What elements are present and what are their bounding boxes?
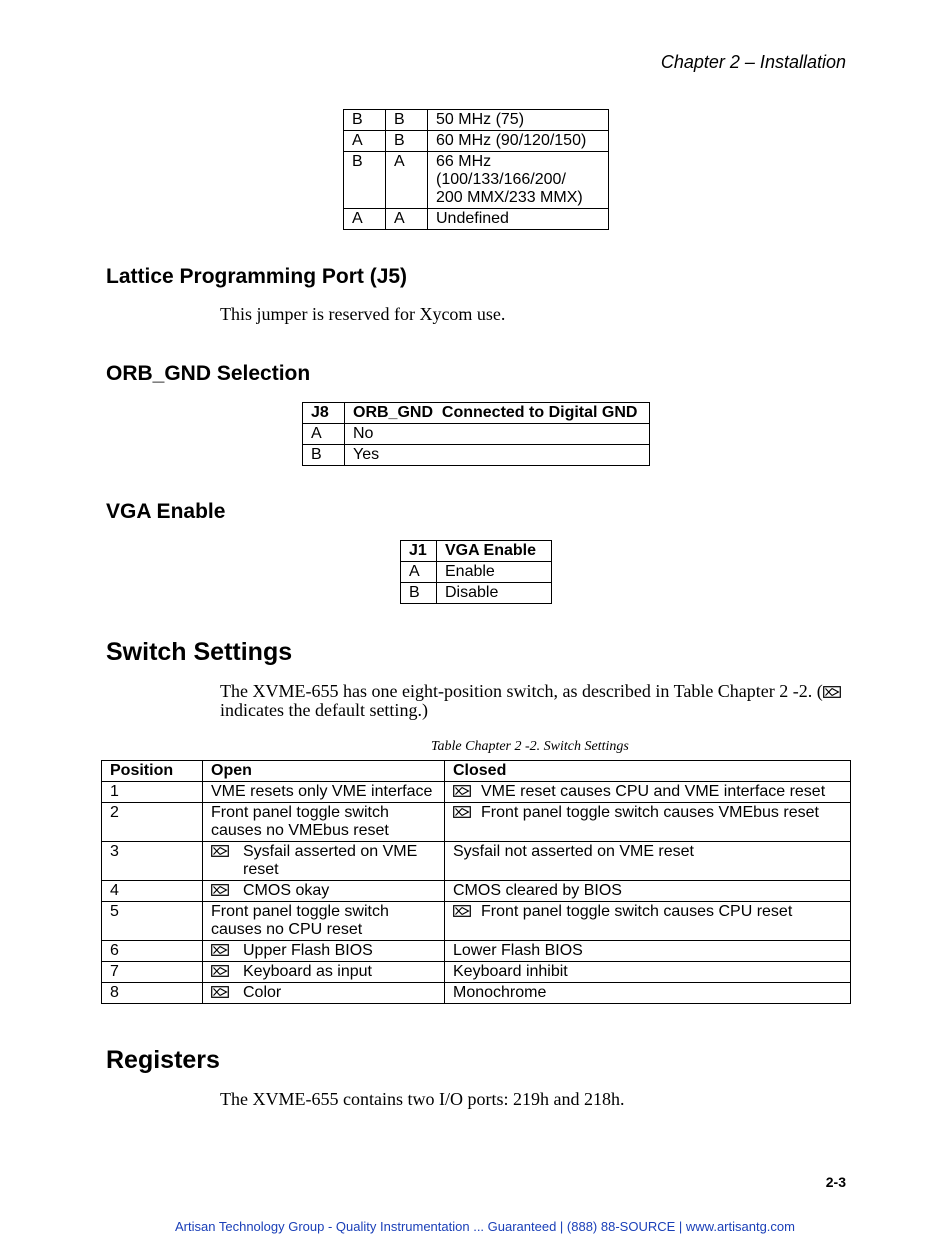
switch-intro-text: [220, 682, 860, 720]
closed-cell: [445, 983, 851, 1004]
open-cell: [203, 782, 445, 803]
table-cell: 66 MHz (100/133/166/200/ 200 MMX/233 MMX): [428, 152, 609, 209]
open-text: Upper Flash BIOS: [243, 942, 373, 959]
default-setting-icon: [823, 686, 841, 698]
open-cell: [203, 803, 445, 842]
closed-cell: [445, 842, 851, 881]
open-cell: [203, 962, 445, 983]
chapter-header: Chapter 2 – Installation: [660, 52, 846, 72]
closed-cell: [445, 881, 851, 902]
column-header: Closed: [445, 761, 851, 782]
table-cell: B: [386, 110, 428, 131]
closed-cell: [445, 941, 851, 962]
table-header-row: [102, 761, 851, 782]
table-cell: Yes: [345, 445, 650, 466]
table-row: [344, 131, 609, 152]
position-cell: 3: [102, 842, 203, 881]
table-cell: B: [386, 131, 428, 152]
table-cell: 60 MHz (90/120/150): [428, 131, 609, 152]
column-header: Open: [203, 761, 445, 782]
table-row: [344, 209, 609, 230]
footer-text: Artisan Technology Group - Quality Instrumentation ... Guaranteed | (888) 88-SOURCE | www.artisantg.com: [175, 1219, 795, 1234]
table-row: [102, 941, 851, 962]
open-cell: [203, 881, 445, 902]
table-header-row: [303, 403, 650, 424]
section-title-orb-gnd: ORB_GND Selection: [106, 362, 311, 385]
closed-text: Monochrome: [453, 984, 547, 1001]
lattice-text: This jumper is reserved for Xycom use.: [220, 304, 506, 324]
table-cell: A: [401, 562, 437, 583]
closed-cell: [445, 962, 851, 983]
table-row: [102, 803, 851, 842]
table-row: [102, 782, 851, 803]
column-header: Position: [102, 761, 203, 782]
table-cell: A: [303, 424, 345, 445]
table-cell: 50 MHz (75): [428, 110, 609, 131]
table-row: [102, 962, 851, 983]
table-cell: Disable: [437, 583, 552, 604]
position-cell: 6: [102, 941, 203, 962]
table-row: [344, 110, 609, 131]
table-cell: A: [344, 209, 386, 230]
closed-text: Sysfail not asserted on VME reset: [453, 843, 694, 860]
closed-text: Front panel toggle switch causes CPU reset: [481, 903, 793, 920]
table-row: [344, 152, 609, 209]
column-header: J8: [303, 403, 345, 424]
registers-text: The XVME-655 contains two I/O ports: 219h and 218h.: [220, 1089, 625, 1109]
open-text: Front panel toggle switch causes no CPU reset: [211, 903, 389, 938]
speed-table: [343, 109, 609, 230]
open-text: VME resets only VME interface: [211, 783, 433, 800]
closed-text: Front panel toggle switch causes VMEbus reset: [481, 804, 819, 821]
table-row: [102, 881, 851, 902]
default-setting-icon: [453, 905, 471, 917]
closed-cell: [445, 803, 851, 842]
vga-enable-table: [400, 540, 552, 604]
table-row: [401, 583, 552, 604]
table-cell: Undefined: [428, 209, 609, 230]
open-text: Front panel toggle switch causes no VMEbus reset: [211, 804, 389, 839]
table-cell: B: [303, 445, 345, 466]
section-title-registers: Registers: [106, 1046, 220, 1074]
default-setting-icon: [453, 806, 471, 818]
default-setting-icon: [211, 986, 229, 998]
switch-table-caption: Table Chapter 2 -2. Switch Settings: [431, 739, 629, 754]
open-text: Sysfail asserted on VME reset: [243, 843, 418, 878]
section-title-lattice: Lattice Programming Port (J5): [106, 265, 408, 288]
position-cell: 4: [102, 881, 203, 902]
open-text: Color: [243, 984, 282, 1001]
table-row: [303, 445, 650, 466]
table-cell: A: [344, 131, 386, 152]
open-text: CMOS okay: [243, 882, 330, 899]
default-setting-icon: [211, 944, 229, 956]
position-cell: 1: [102, 782, 203, 803]
closed-text: VME reset causes CPU and VME interface reset: [481, 783, 826, 800]
default-setting-icon: [211, 884, 229, 896]
closed-cell: [445, 902, 851, 941]
closed-cell: [445, 782, 851, 803]
switch-intro-text-b: indicates the default setting.): [220, 700, 428, 720]
page-number: 2-3: [825, 1174, 846, 1190]
table-row: [102, 842, 851, 881]
open-cell: [203, 902, 445, 941]
table-row: [401, 562, 552, 583]
table-row: [102, 902, 851, 941]
open-text: Keyboard as input: [243, 963, 372, 980]
table-cell: B: [344, 110, 386, 131]
closed-text: Lower Flash BIOS: [453, 942, 583, 959]
position-cell: 7: [102, 962, 203, 983]
table-cell: A: [386, 209, 428, 230]
table-row: [303, 424, 650, 445]
closed-text: Keyboard inhibit: [453, 963, 568, 980]
open-cell: [203, 941, 445, 962]
orb-gnd-table: [302, 402, 650, 466]
table-cell: No: [345, 424, 650, 445]
table-cell: B: [401, 583, 437, 604]
table-cell: B: [344, 152, 386, 209]
open-cell: [203, 842, 445, 881]
default-setting-icon: [211, 845, 229, 857]
switch-intro-text-a: The XVME-655 has one eight-position switch, as described in Table Chapter 2 -2. (: [220, 681, 823, 701]
open-cell: [203, 983, 445, 1004]
table-row: [102, 983, 851, 1004]
position-cell: 8: [102, 983, 203, 1004]
position-cell: 2: [102, 803, 203, 842]
table-cell: Enable: [437, 562, 552, 583]
section-title-switch-settings: Switch Settings: [106, 638, 293, 666]
position-cell: 5: [102, 902, 203, 941]
default-setting-icon: [453, 785, 471, 797]
closed-text: CMOS cleared by BIOS: [453, 882, 622, 899]
column-header: ORB_GND Connected to Digital GND: [345, 403, 650, 424]
column-header: VGA Enable: [437, 541, 552, 562]
default-setting-icon: [211, 965, 229, 977]
column-header: J1: [401, 541, 437, 562]
switch-settings-table: [101, 760, 851, 1004]
table-header-row: [401, 541, 552, 562]
table-cell: A: [386, 152, 428, 209]
section-title-vga-enable: VGA Enable: [106, 500, 226, 523]
